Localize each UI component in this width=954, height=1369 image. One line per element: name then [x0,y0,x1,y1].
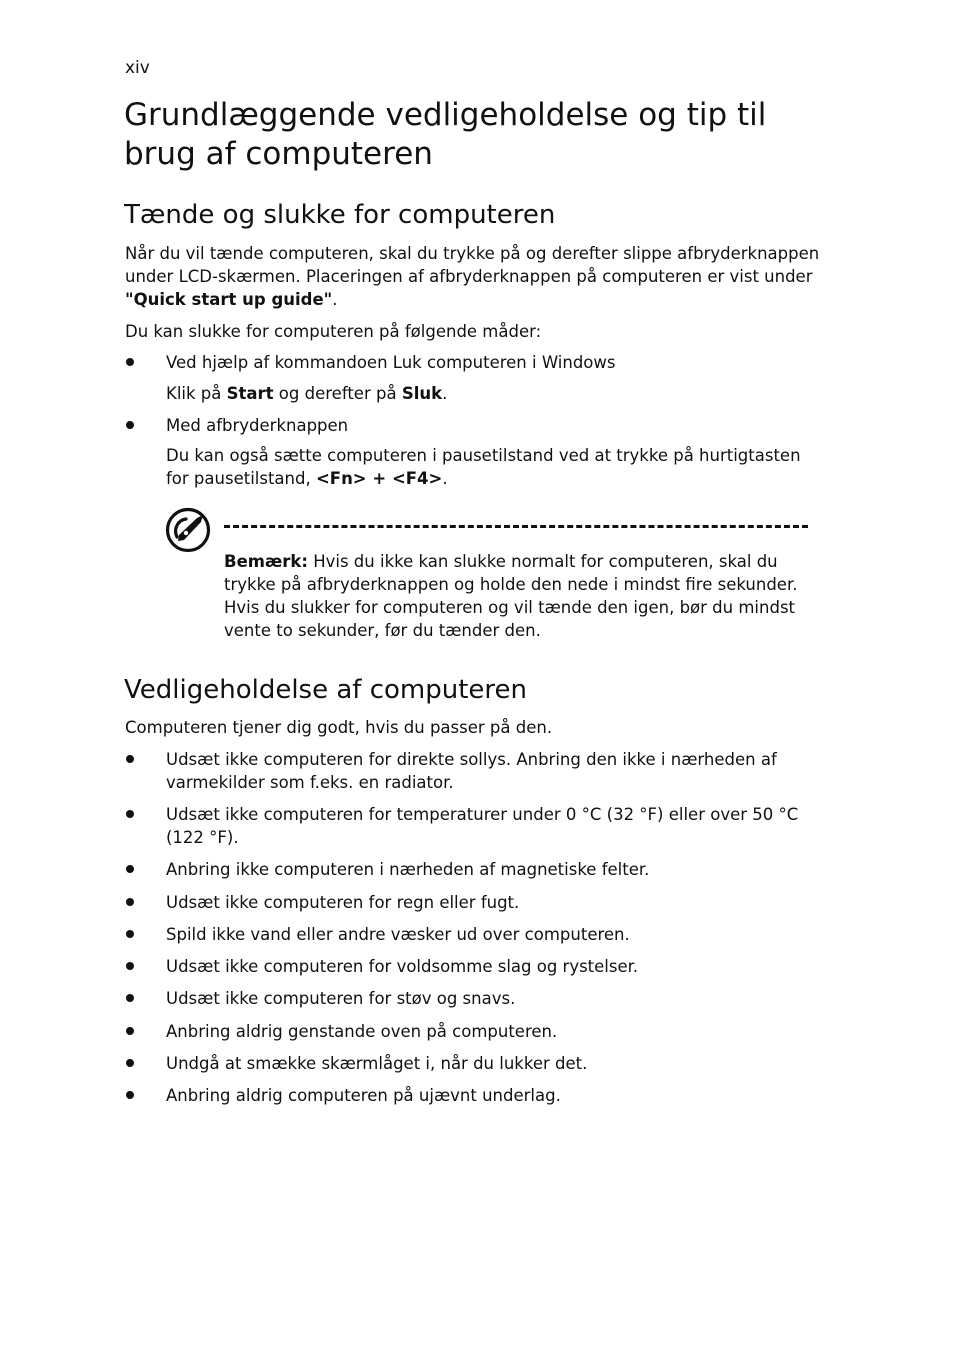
list-item: Udsæt ikke computeren for regn eller fugt. [166,893,520,912]
bullet-marker [126,865,134,873]
bullet-marker [126,421,134,429]
menu-term-sluk: Sluk [401,384,443,403]
list-item: Udsæt ikke computeren for direkte sollys. Anbring den ikke i nærheden af varmekilder som f.eks. en radiator. [166,750,777,792]
list-item-detail: Klik på Start og derefter på Sluk. [166,384,448,403]
list-item: Udsæt ikke computeren for temperaturer under 0 °C (32 °F) eller over 50 °C (122 °F). [166,805,799,847]
section-heading-maintenance: Vedligeholdelse af computeren [124,675,527,705]
page-number: xiv [125,58,150,78]
list-item: Anbring ikke computeren i nærheden af magnetiske felter. [166,860,650,879]
bullet-marker [126,358,134,366]
quick-start-reference: "Quick start up guide" [125,290,333,309]
note-text: Bemærk: Hvis du ikke kan slukke normalt for computeren, skal du trykke på afbryderknappen og holde den nede i mindst fire sekunder. Hvis du slukker for computeren og vil tænde den igen, bør du mindst vente to sekunder, før du tænder den. [224,552,798,640]
list-item: Undgå at smække skærmlåget i, når du lukker det. [166,1054,588,1073]
list-item: Anbring aldrig computeren på ujævnt underlag. [166,1086,561,1105]
bullet-marker [126,994,134,1002]
paragraph-maintenance-intro: Computeren tjener dig godt, hvis du passer på den. [125,718,553,737]
bullet-marker [126,810,134,818]
bullet-marker [126,1091,134,1099]
paragraph-power-off-intro: Du kan slukke for computeren på følgende måder: [125,322,542,341]
list-item: Anbring aldrig genstande oven på computeren. [166,1022,558,1041]
bullet-marker [126,962,134,970]
list-item: Med afbryderknappen [166,416,349,435]
note-label: Bemærk: [224,552,308,571]
list-item: Udsæt ikke computeren for støv og snavs. [166,989,516,1008]
bullet-marker [126,930,134,938]
list-item: Udsæt ikke computeren for voldsomme slag og rystelser. [166,957,639,976]
hotkey-fn-f4: <Fn> + <F4> [315,469,443,488]
section-heading-power: Tænde og slukke for computeren [124,200,556,230]
list-item-detail: Du kan også sætte computeren i pausetilstand ved at trykke på hurtigtasten for pausetilstand, <Fn> + <F4>. [166,446,801,488]
note-divider [224,525,808,528]
bullet-marker [126,1059,134,1067]
bullet-marker [126,755,134,763]
bullet-marker [126,1027,134,1035]
page-title: Grundlæggende vedligeholdelse og tip til brug af computeren [124,97,767,172]
list-item: Spild ikke vand eller andre væsker ud over computeren. [166,925,630,944]
paragraph-power-on: Når du vil tænde computeren, skal du trykke på og derefter slippe afbryderknappen under LCD-skærmen. Placeringen af afbryderknappen på computeren er vist under "Quick start up guide". [125,244,820,309]
bullet-marker [126,898,134,906]
menu-term-start: Start [226,384,274,403]
note-pen-icon [164,506,212,554]
list-item: Ved hjælp af kommandoen Luk computeren i Windows [166,353,616,372]
